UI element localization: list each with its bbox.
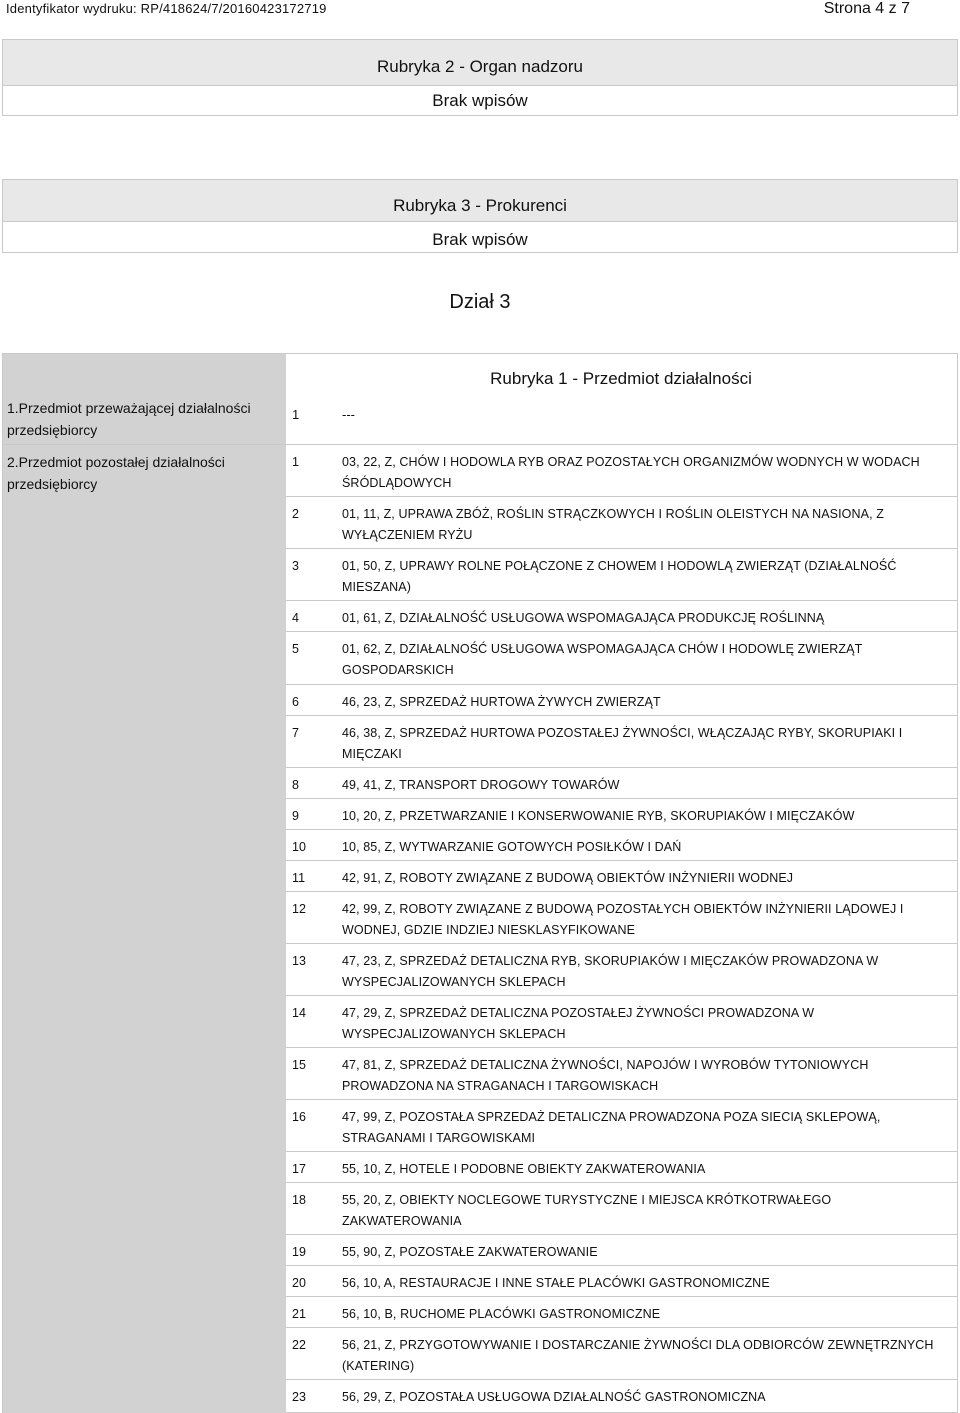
- activity-description: 10, 20, Z, PRZETWARZANIE I KONSERWOWANIE RYB, SKORUPIAKÓW I MIĘCZAKÓW: [342, 809, 855, 823]
- rubryka1-title: Rubryka 1 - Przedmiot działalności: [490, 369, 752, 388]
- activity-number: 3: [292, 559, 300, 573]
- rubryka3-row: [2, 222, 958, 253]
- rubryka2-title: Rubryka 2 - Organ nadzoru: [377, 57, 583, 76]
- activity-description: 47, 99, Z, POZOSTAŁA SPRZEDAŻ DETALICZNA PROWADZONA POZA SIECIĄ SKLEPOWĄ, STRAGANAMI I TARGOWISKAMI: [342, 1110, 881, 1145]
- activity-number: 1: [292, 455, 300, 469]
- activity-number: 9: [292, 809, 300, 823]
- activity-description: 46, 38, Z, SPRZEDAŻ HURTOWA POZOSTAŁEJ ŻYWNOŚCI, WŁĄCZAJĄC RYBY, SKORUPIAKI I MIĘCZAKI: [342, 726, 903, 761]
- rubryka2-header: [2, 39, 958, 86]
- row-divider: [286, 1296, 957, 1297]
- row-divider: [286, 496, 957, 497]
- row-divider: [286, 829, 957, 830]
- activity-number: 11: [292, 871, 306, 885]
- activity-description: 55, 10, Z, HOTELE I PODOBNE OBIEKTY ZAKWATEROWANIA: [342, 1162, 706, 1176]
- activity-description: 01, 50, Z, UPRAWY ROLNE POŁĄCZONE Z CHOWEM I HODOWLĄ ZWIERZĄT (DZIAŁALNOŚĆ MIESZANA): [342, 559, 897, 594]
- section-title: Dział 3: [449, 291, 511, 313]
- label-other-activity: 2.Przedmiot pozostałej działalności przedsiębiorcy: [7, 454, 225, 492]
- activity-number: 10: [292, 840, 307, 854]
- activity-number: 19: [292, 1245, 307, 1259]
- row-divider: [286, 1151, 957, 1152]
- activity-description: 55, 90, Z, POZOSTAŁE ZAKWATEROWANIE: [342, 1245, 598, 1259]
- page-number: Strona 4 z 7: [823, 0, 910, 17]
- rubryka2-row: [2, 86, 958, 116]
- activity-number: 5: [292, 642, 300, 656]
- main-activity-value: ---: [342, 407, 355, 422]
- activity-number: 16: [292, 1110, 307, 1124]
- activity-number: 17: [292, 1162, 307, 1176]
- activity-number: 12: [292, 902, 307, 916]
- row-divider: [286, 860, 957, 861]
- activity-number: 7: [292, 726, 300, 740]
- row-divider: [286, 891, 957, 892]
- row-divider: [286, 631, 957, 632]
- row-divider: [286, 1327, 957, 1328]
- row-divider: [286, 548, 957, 549]
- activity-number: 21: [292, 1307, 307, 1321]
- rubryka2-value: Brak wpisów: [432, 91, 528, 110]
- activity-description: 56, 10, A, RESTAURACJE I INNE STAŁE PLACÓWKI GASTRONOMICZNE: [342, 1276, 770, 1290]
- activity-number: 20: [292, 1276, 307, 1290]
- rubryka3-value: Brak wpisów: [432, 230, 528, 249]
- row-divider: [286, 798, 957, 799]
- activity-number: 6: [292, 695, 300, 709]
- activity-description: 47, 29, Z, SPRZEDAŻ DETALICZNA POZOSTAŁEJ ŻYWNOŚCI PROWADZONA W WYSPECJALIZOWANYCH SKLEPACH: [342, 1006, 815, 1041]
- row-divider: [286, 943, 957, 944]
- activity-description: 01, 61, Z, DZIAŁALNOŚĆ USŁUGOWA WSPOMAGAJĄCA PRODUKCJĘ ROŚLINNĄ: [342, 611, 825, 625]
- page-header: [0, 0, 960, 20]
- row-divider: [286, 684, 957, 685]
- left-divider: [3, 444, 286, 445]
- activity-description: 56, 29, Z, POZOSTAŁA USŁUGOWA DZIAŁALNOŚĆ GASTRONOMICZNA: [342, 1390, 766, 1404]
- main-activity-number: 1: [292, 407, 300, 422]
- row-divider: [286, 1099, 957, 1100]
- activity-description: 42, 99, Z, ROBOTY ZWIĄZANE Z BUDOWĄ POZOSTAŁYCH OBIEKTÓW INŻYNIERII LĄDOWEJ I WODNEJ, GDZIE INDZIEJ NIESKLASYFIKOWANE: [342, 902, 904, 937]
- row-divider: [286, 1379, 957, 1380]
- row-divider: [286, 995, 957, 996]
- activity-number: 18: [292, 1193, 307, 1207]
- row-divider: [286, 444, 957, 445]
- row-divider: [286, 1047, 957, 1048]
- activity-description: 01, 62, Z, DZIAŁALNOŚĆ USŁUGOWA WSPOMAGAJĄCA CHÓW I HODOWLĘ ZWIERZĄT GOSPODARSKICH: [342, 642, 863, 677]
- activity-description: 56, 21, Z, PRZYGOTOWYWANIE I DOSTARCZANIE ŻYWNOŚCI DLA ODBIORCÓW ZEWNĘTRZNYCH (KATERING): [342, 1338, 934, 1373]
- activity-description: 42, 91, Z, ROBOTY ZWIĄZANE Z BUDOWĄ OBIEKTÓW INŻYNIERII WODNEJ: [342, 871, 794, 885]
- activity-description: 01, 11, Z, UPRAWA ZBÓŻ, ROŚLIN STRĄCZKOWYCH I ROŚLIN OLEISTYCH NA NASIONA, Z WYŁĄCZENIEM RYŻU: [342, 507, 884, 542]
- rubryka3-title: Rubryka 3 - Prokurenci: [393, 196, 567, 215]
- rubryka1-table: [2, 353, 958, 1413]
- activity-number: 4: [292, 611, 300, 625]
- row-divider: [286, 600, 957, 601]
- activity-description: 03, 22, Z, CHÓW I HODOWLA RYB ORAZ POZOSTAŁYCH ORGANIZMÓW WODNYCH W WODACH ŚRÓDLĄDOWYCH: [342, 455, 920, 490]
- label-main-activity: 1.Przedmiot przeważającej działalności przedsiębiorcy: [7, 400, 251, 438]
- activity-number: 23: [292, 1390, 307, 1404]
- left-label-column: [3, 354, 286, 1413]
- activity-number: 8: [292, 778, 300, 792]
- row-divider: [286, 1234, 957, 1235]
- activity-number: 22: [292, 1338, 307, 1352]
- activity-description: 47, 81, Z, SPRZEDAŻ DETALICZNA ŻYWNOŚCI, NAPOJÓW I WYROBÓW TYTONIOWYCH PROWADZONA NA STRAGANACH I TARGOWISKACH: [342, 1058, 869, 1093]
- activity-description: 56, 10, B, RUCHOME PLACÓWKI GASTRONOMICZNE: [342, 1307, 661, 1321]
- activity-number: 13: [292, 954, 307, 968]
- activity-number: 2: [292, 507, 300, 521]
- activity-description: 47, 23, Z, SPRZEDAŻ DETALICZNA RYB, SKORUPIAKÓW I MIĘCZAKÓW PROWADZONA W WYSPECJALIZOWANYCH SKLEPACH: [342, 954, 879, 989]
- row-divider: [286, 1182, 957, 1183]
- activity-number: 14: [292, 1006, 307, 1020]
- row-divider: [286, 715, 957, 716]
- rubryka3-header: [2, 179, 958, 222]
- activity-number: 15: [292, 1058, 307, 1072]
- row-divider: [286, 767, 957, 768]
- activity-description: 10, 85, Z, WYTWARZANIE GOTOWYCH POSIŁKÓW I DAŃ: [342, 840, 682, 854]
- activity-description: 46, 23, Z, SPRZEDAŻ HURTOWA ŻYWYCH ZWIERZĄT: [342, 695, 661, 709]
- activity-description: 55, 20, Z, OBIEKTY NOCLEGOWE TURYSTYCZNE I MIEJSCA KRÓTKOTRWAŁEGO ZAKWATEROWANIA: [342, 1193, 832, 1228]
- row-divider: [286, 1265, 957, 1266]
- activity-description: 49, 41, Z, TRANSPORT DROGOWY TOWARÓW: [342, 778, 620, 792]
- print-identifier: Identyfikator wydruku: RP/418624/7/20160423172719: [6, 1, 327, 16]
